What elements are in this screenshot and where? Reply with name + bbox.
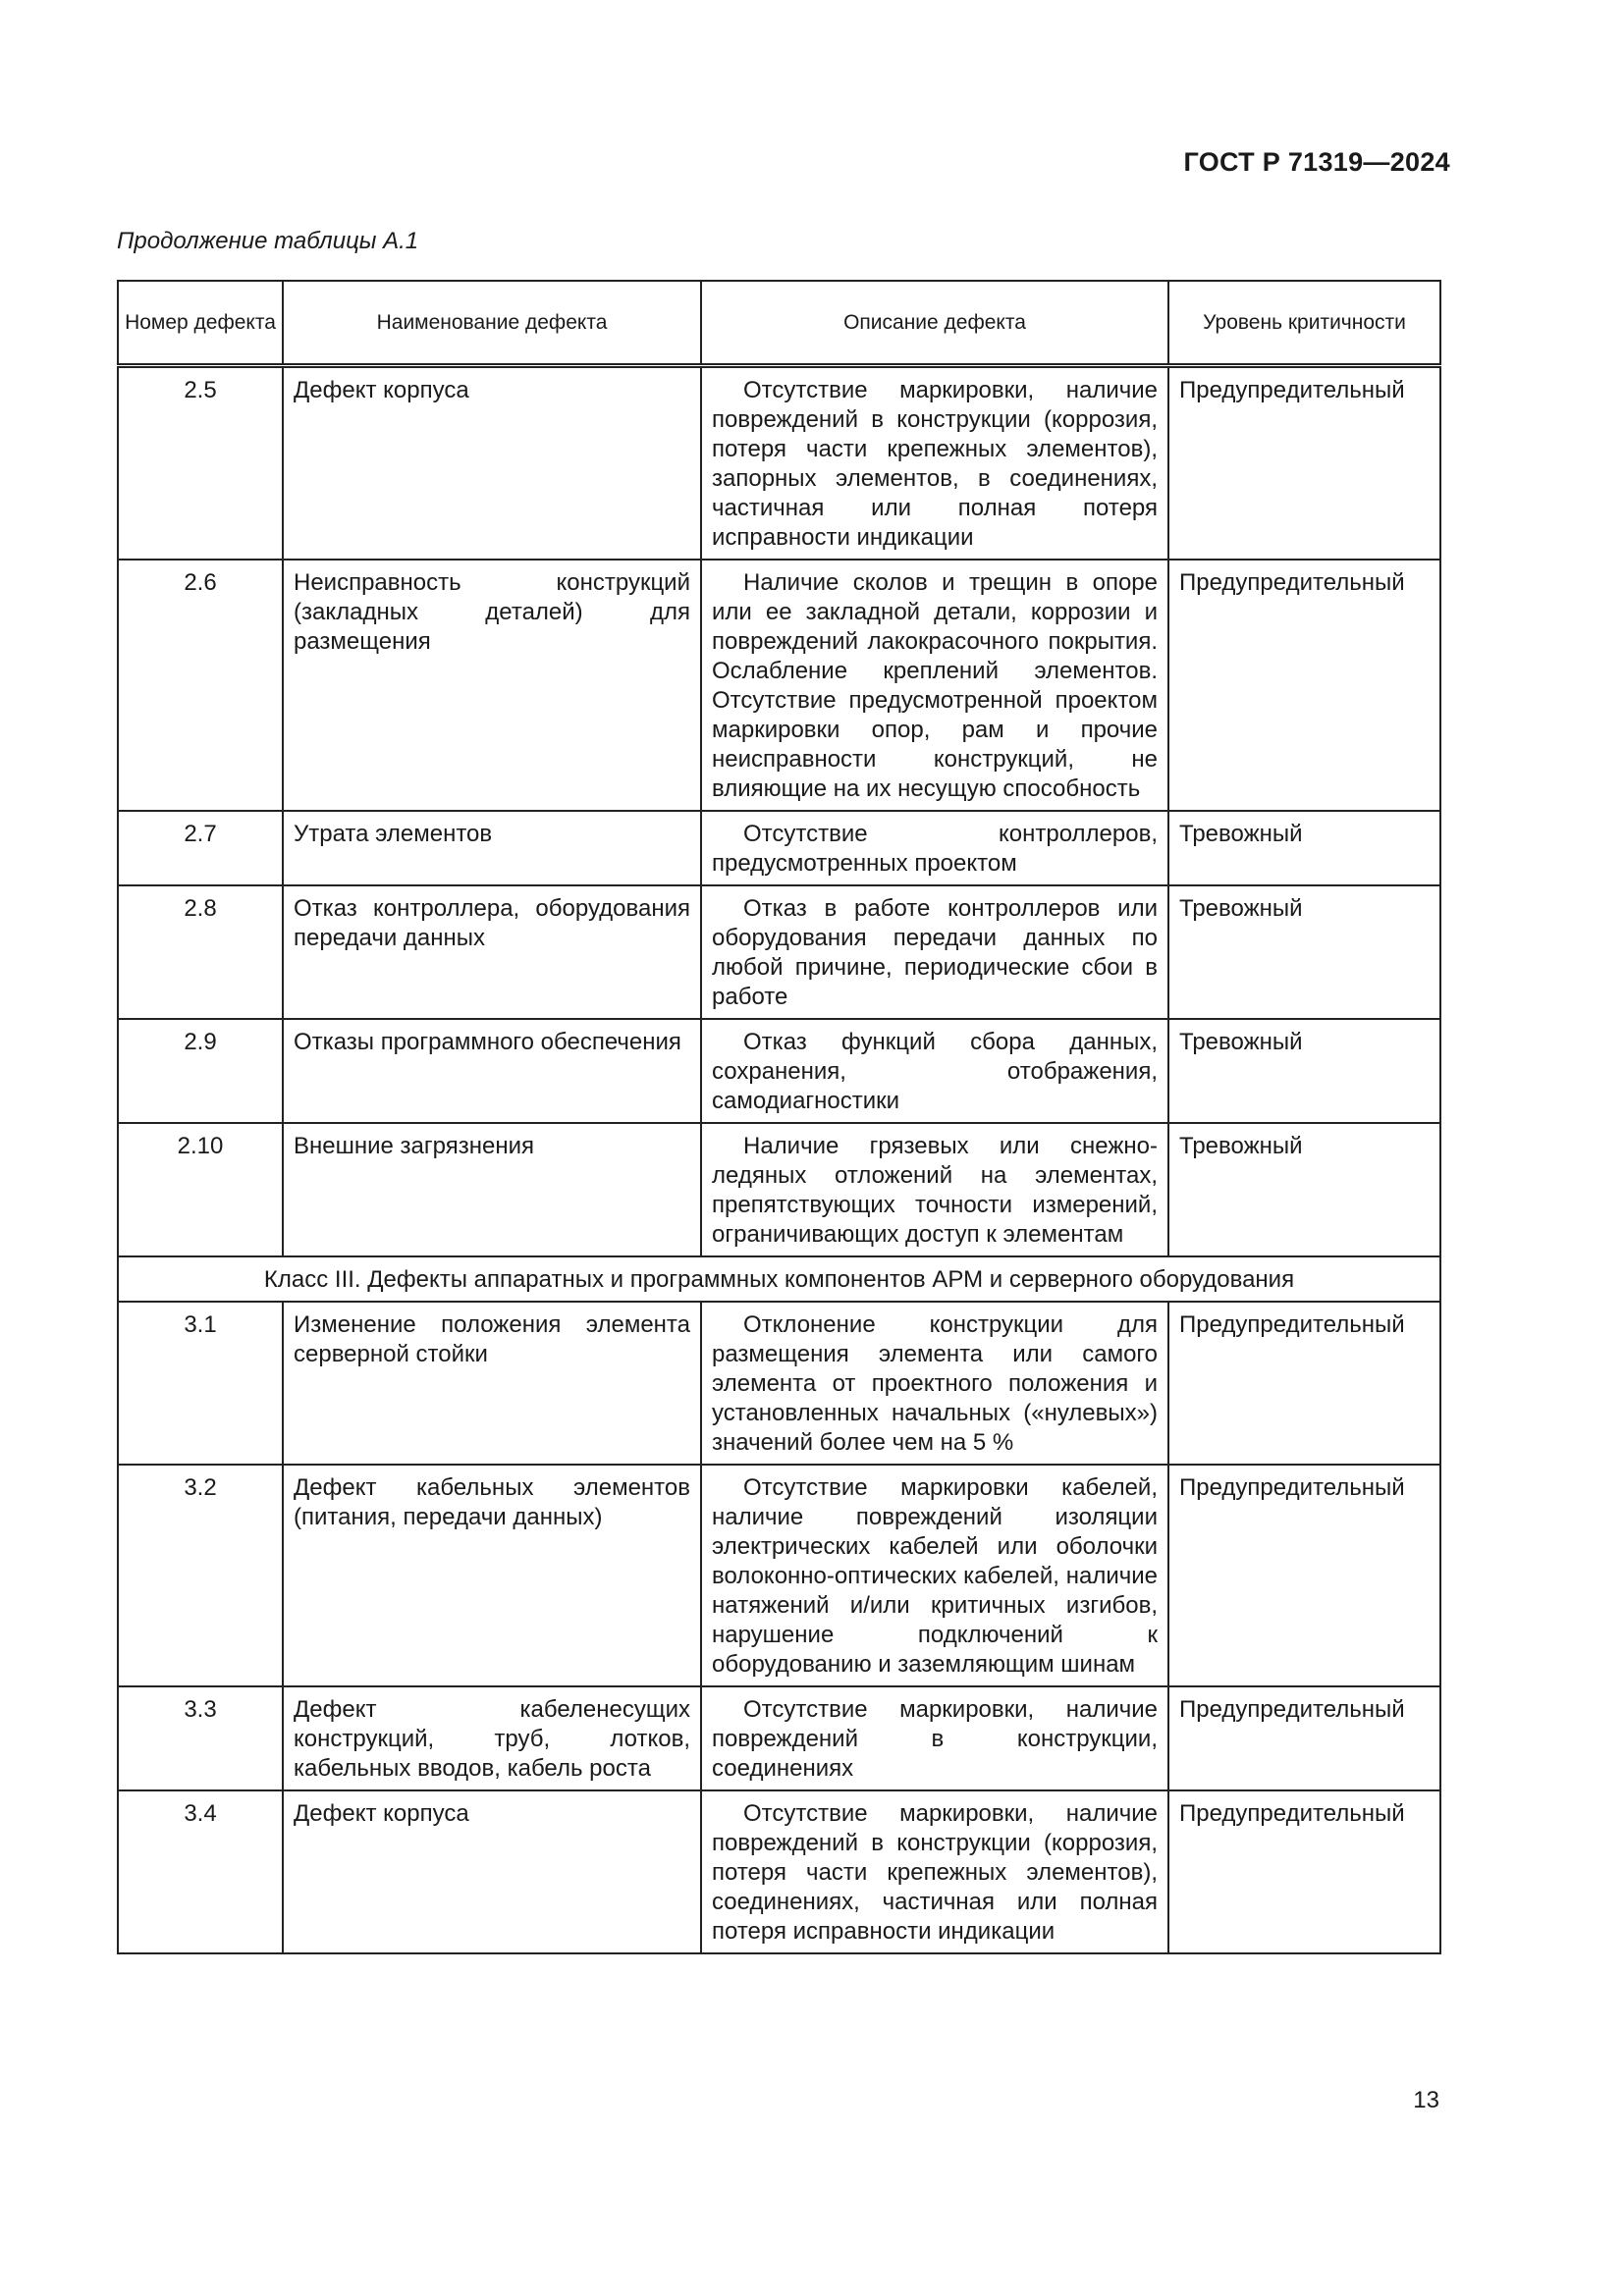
criticality-level: Тревожный <box>1168 811 1440 885</box>
defect-number: 2.5 <box>118 366 283 561</box>
defect-name: Изменение положения элемента серверной стойки <box>283 1302 701 1465</box>
criticality-level: Тревожный <box>1168 1019 1440 1123</box>
table-header-row <box>118 281 1440 366</box>
table-row <box>118 1465 1440 1686</box>
defect-name: Утрата элементов <box>283 811 701 885</box>
defect-number: 3.1 <box>118 1302 283 1465</box>
defects-table <box>117 280 1441 1954</box>
criticality-level: Предупредительный <box>1168 366 1440 561</box>
defect-name: Дефект кабеленесущих конструкций, труб, лотков, кабельных вводов, кабель роста <box>283 1686 701 1790</box>
defect-number: 2.6 <box>118 560 283 811</box>
defect-description: Отклонение конструкции для размещения элемента или самого элемента от проектного положения и установленных начальных («нулевых») значений более чем на 5 % <box>701 1302 1168 1465</box>
defect-name: Дефект корпуса <box>283 1790 701 1953</box>
defect-description: Наличие грязевых или снежно-ледяных отложений на элементах, препятствующих точности измерений, ограничивающих доступ к элементам <box>701 1123 1168 1256</box>
defect-number: 3.3 <box>118 1686 283 1790</box>
criticality-level: Предупредительный <box>1168 560 1440 811</box>
criticality-level: Предупредительный <box>1168 1302 1440 1465</box>
defect-description: Отсутствие маркировки, наличие повреждений в конструкции, соединениях <box>701 1686 1168 1790</box>
defect-description: Отсутствие маркировки кабелей, наличие повреждений изоляции электрических кабелей или оболочки волоконно-оптических кабелей, наличие натяжений и/или критичных изгибов, нарушение подключений к оборудованию и заземляющим шинам <box>701 1465 1168 1686</box>
header-defect-name: Наименование дефекта <box>283 281 701 366</box>
defect-name: Отказ контроллера, оборудования передачи данных <box>283 885 701 1019</box>
defect-number: 2.10 <box>118 1123 283 1256</box>
criticality-level: Тревожный <box>1168 1123 1440 1256</box>
table-row <box>118 1302 1440 1465</box>
defect-name: Отказы программного обеспечения <box>283 1019 701 1123</box>
defect-number: 2.9 <box>118 1019 283 1123</box>
table-row <box>118 560 1440 811</box>
criticality-level: Тревожный <box>1168 885 1440 1019</box>
defect-description: Отсутствие маркировки, наличие повреждений в конструкции (коррозия, потеря части крепежных элементов), запорных элементов, в соединениях, частичная или полная потеря исправности индикации <box>701 366 1168 561</box>
defect-name: Внешние загрязнения <box>283 1123 701 1256</box>
criticality-level: Предупредительный <box>1168 1790 1440 1953</box>
criticality-level: Предупредительный <box>1168 1465 1440 1686</box>
page-number: 13 <box>1413 2087 1439 2113</box>
table-row <box>118 1686 1440 1790</box>
criticality-level: Предупредительный <box>1168 1686 1440 1790</box>
defect-number: 2.7 <box>118 811 283 885</box>
class-heading-row <box>118 1256 1440 1302</box>
table-row <box>118 885 1440 1019</box>
defect-description: Отказ функций сбора данных, сохранения, отображения, самодиагностики <box>701 1019 1168 1123</box>
defect-description: Отсутствие маркировки, наличие повреждений в конструкции (коррозия, потеря части крепежных элементов), соединениях, частичная или полная потеря исправности индикации <box>701 1790 1168 1953</box>
header-criticality-level: Уровень критичности <box>1168 281 1440 366</box>
table-row <box>118 1123 1440 1256</box>
defect-name: Дефект корпуса <box>283 366 701 561</box>
defect-description: Наличие сколов и трещин в опоре или ее закладной детали, коррозии и повреждений лакокрасочного покрытия. Ослабление креплений элементов. Отсутствие предусмотренной проектом маркировки опор, рам и прочие неисправности конструкций, не влияющие на их несущую способность <box>701 560 1168 811</box>
standard-code: ГОСТ Р 71319—2024 <box>1183 147 1450 177</box>
table-caption: Продолжение таблицы А.1 <box>117 228 419 254</box>
defect-name: Неисправность конструкций (закладных деталей) для размещения <box>283 560 701 811</box>
header-defect-description: Описание дефекта <box>701 281 1168 366</box>
defect-number: 3.4 <box>118 1790 283 1953</box>
defect-description: Отсутствие контроллеров, предусмотренных проектом <box>701 811 1168 885</box>
class-heading: Класс III. Дефекты аппаратных и программных компонентов АРМ и серверного оборудования <box>118 1256 1440 1302</box>
defect-number: 2.8 <box>118 885 283 1019</box>
defect-name: Дефект кабельных элементов (питания, передачи данных) <box>283 1465 701 1686</box>
table-row <box>118 1019 1440 1123</box>
defect-description: Отказ в работе контроллеров или оборудования передачи данных по любой причине, периодические сбои в работе <box>701 885 1168 1019</box>
table-row <box>118 366 1440 561</box>
defect-number: 3.2 <box>118 1465 283 1686</box>
table-row <box>118 811 1440 885</box>
header-defect-number: Номер дефекта <box>118 281 283 366</box>
table-row <box>118 1790 1440 1953</box>
